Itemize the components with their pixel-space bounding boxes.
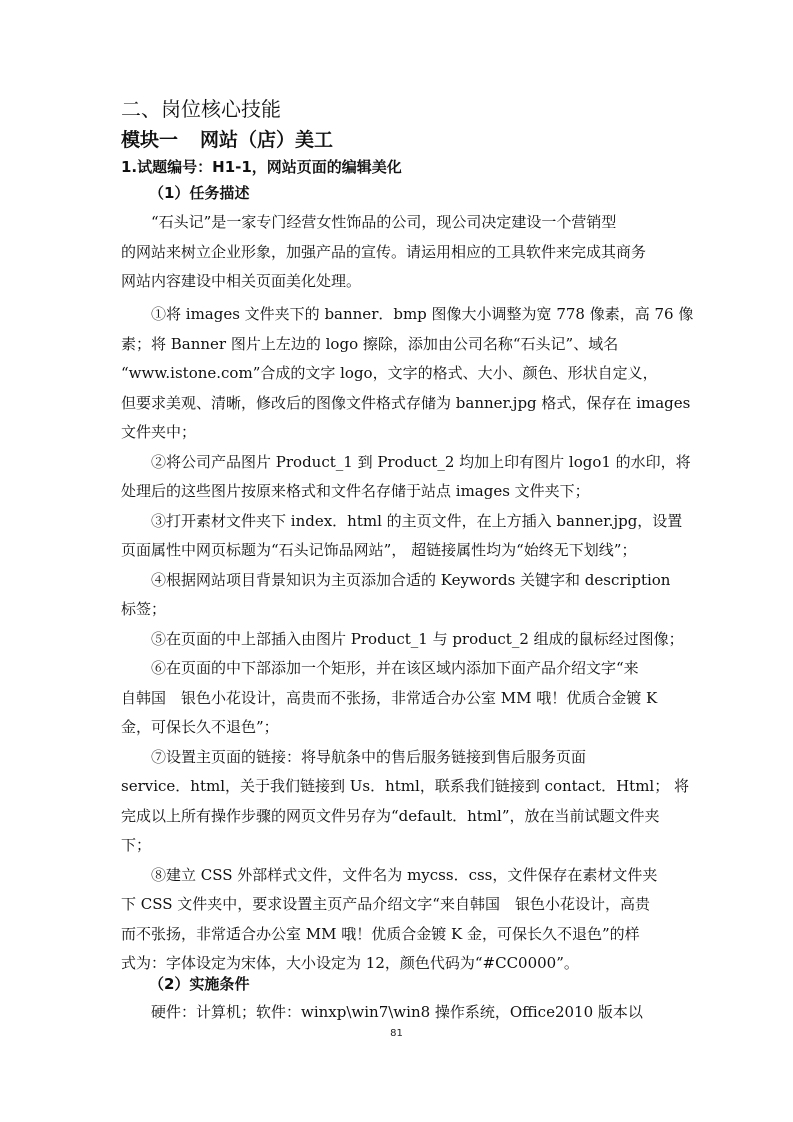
text-line: 完成以上所有操作步骤的网页文件另存为“default．html”，放在当前试题文件夹 [121,806,660,825]
text-line: ⑤在页面的中上部插入由图片 Product_1 与 product_2 组成的鼠标经过图像； [151,629,684,648]
text-line: ③打开素材文件夹下 index．html 的主页文件，在上方插入 banner.jpg，设置 [151,511,683,530]
text-line: ①将 images 文件夹下的 banner．bmp 图像大小调整为宽 778 像素，高 76 像 [151,305,694,323]
text-line: ②将公司产品图片 Product_1 到 Product_2 均加上印有图片 logo1 的水印，将 [151,452,691,471]
text-line: 而不张扬，非常适合办公室 MM 哦！优质合金镀 K 金，可保长久不退色”的样 [121,924,640,943]
text-line: ⑧建立 CSS 外部样式文件，文件名为 mycss．css，文件保存在素材文件夹 [151,865,658,884]
step-1 [121,300,694,448]
task-steps [121,300,694,979]
module-title: 网站（店）美工 [200,129,334,151]
step-7 [121,743,689,861]
text-line: 的网站来树立企业形象，加强产品的宣传。请运用相应的工具软件来完成其商务 [121,242,647,261]
page-number: 81 [390,1028,403,1039]
text-line: 网站内容建设中相关页面美化处理。 [121,272,362,290]
module-label: 模块一 [121,129,179,151]
text-line: 下 CSS 文件夹中，要求设置主页产品介绍文字“来自韩国 银色小花设计，高贵 [121,895,650,913]
text-line: 金，可保长久不退色”； [121,718,279,736]
step-4 [121,566,674,625]
text-line: 硬件：计算机；软件：winxp\win7\win8 操作系统，Office2010 版本以 [151,1003,643,1021]
text-line: 素；将 Banner 图片上左边的 logo 擦除，添加由公司名称“石头记”、域名 [121,334,619,353]
conditions-heading: （2）实施条件 [149,975,250,993]
text-line: 下； [121,836,152,854]
section-title: 二、岗位核心技能 [121,97,281,121]
text-line: 文件夹中； [121,423,197,441]
text-line: 式为：字体设定为宋体，大小设定为 12，颜色代码为“#CC0000”。 [121,954,579,972]
item-title: 1.试题编号：H1-1，网站页面的编辑美化 [121,158,402,176]
text-line: 自韩国 银色小花设计，高贵而不张扬，非常适合办公室 MM 哦！优质合金镀 K [121,688,658,707]
text-line: 标签； [121,600,167,618]
step-2 [121,448,691,507]
text-line: ⑦设置主页面的链接：将导航条中的售后服务链接到售后服务页面 [151,747,587,766]
conditions-text-block [121,998,674,1028]
step-5 [121,625,684,655]
task-intro [121,208,674,297]
text-line: ④根据网站项目背景知识为主页添加合适的 Keywords 关键字和 description [151,570,671,589]
text-line: 页面属性中网页标题为“石头记饰品网站”， 超链接属性均为“始终无下划线”； [121,541,637,559]
text-line: ⑥在页面的中下部添加一个矩形，并在该区域内添加下面产品介绍文字“来 [151,659,639,677]
step-6 [121,654,674,743]
text-line: 但要求美观、清晰，修改后的图像文件格式存储为 banner.jpg 格式，保存在 images [121,393,691,412]
step-8 [121,861,674,979]
step-3 [121,507,683,566]
task-heading: （1）任务描述 [149,184,250,202]
text-line: service．html，关于我们链接到 Us．html，联系我们链接到 contact．Html； 将 [121,777,689,795]
text-line: “www.istone.com”合成的文字 logo，文字的格式、大小、颜色、形状自定义， [121,364,658,382]
text-line: “石头记”是一家专门经营女性饰品的公司，现公司决定建设一个营销型 [151,213,617,231]
text-line: 处理后的这些图片按原来格式和文件名存储于站点 images 文件夹下； [121,482,590,500]
module-heading [121,125,333,152]
